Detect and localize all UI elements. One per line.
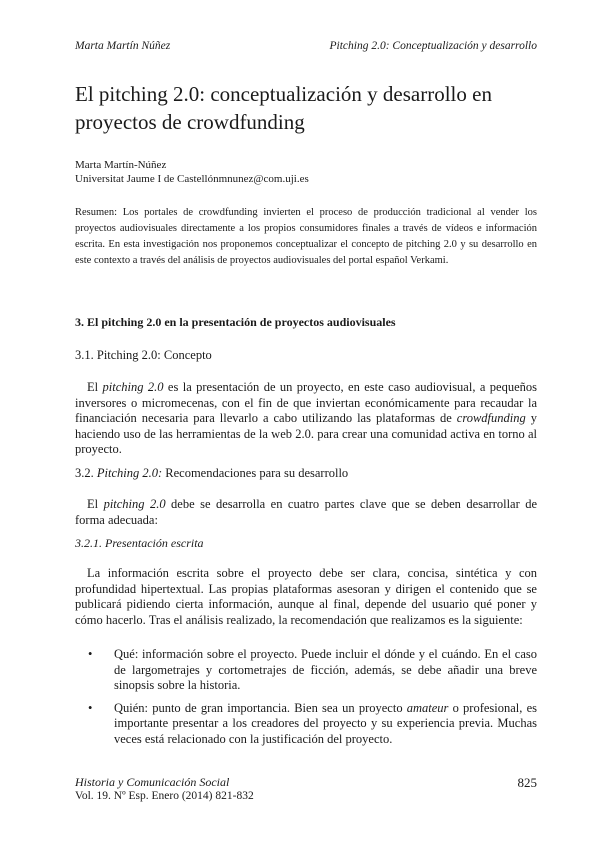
heading-number: 3.2. xyxy=(75,466,97,480)
text-run: o profesional, es importante presentar a los creadores del proyecto y su experiencia previa. Muchas veces está relacionado con la justificación del proyecto. xyxy=(114,700,537,746)
bullet-icon: • xyxy=(88,647,93,661)
author-block xyxy=(75,158,309,186)
paper-title: El pitching 2.0: conceptualización y desarrollo en proyectos de crowdfunding xyxy=(75,82,492,134)
list-item xyxy=(88,647,537,694)
page-number: 825 xyxy=(517,775,537,790)
abstract: Resumen: Los portales de crowdfunding invierten el proceso de producción tradicional al vender los proyectos audiovisuales directamente a los propios consumidores finales a través de vídeos e información escrita. En esta investigación nos proponemos conceptualizar el concepto de pitching 2.0 y su desarrollo en este contexto a través del análisis de proyectos audiovisuales del portal español Verkami. xyxy=(75,207,537,266)
list-item xyxy=(88,701,537,748)
section-3-1-heading: 3.1. Pitching 2.0: Concepto xyxy=(75,348,212,362)
list-item-text: Qué: información sobre el proyecto. Puede incluir el dónde y el cuándo. En el caso de largometrajes y cortometrajes de ficción, además, se debe añadir una breve sinopsis sobre la historia. xyxy=(114,647,537,693)
text-run: El xyxy=(87,497,104,511)
recommendation-list xyxy=(88,647,537,755)
text-run: Quién: punto de gran importancia. Bien sea un proyecto xyxy=(114,700,407,715)
text-run: El xyxy=(87,380,103,394)
section-3-2-1-heading: 3.2.1. Presentación escrita xyxy=(75,536,204,550)
section-3-2-heading xyxy=(75,466,537,481)
term-crowdfunding: crowdfunding xyxy=(456,411,526,426)
section-3-heading: 3. El pitching 2.0 en la presentación de proyectos audiovisuales xyxy=(75,315,396,329)
header-author: Marta Martín Núñez xyxy=(75,40,171,52)
author-affiliation: Universitat Jaume I de Castellónmnunez@com.uji.es xyxy=(75,173,309,185)
section-3-2-1-paragraph: La información escrita sobre el proyecto debe ser clara, concisa, sintética y con profundidad hipertextual. Las propias plataformas asesoran y dirigen el contenido que se publicará pidiendo cierta información, aunque al final, depende del usuario qué poner y cómo hacerlo. Tras el análisis realizado, la recomendación que realizamos es la siguiente: xyxy=(75,566,537,627)
page-footer xyxy=(75,775,537,802)
bullet-icon: • xyxy=(88,700,93,715)
running-header xyxy=(75,40,537,52)
text-run: debe se desarrolla en cuatro partes clave que se deben desarrollar de forma adecuada: xyxy=(75,497,538,527)
header-short-title: Pitching 2.0: Conceptualización y desarrollo xyxy=(329,40,537,52)
journal-info xyxy=(75,775,254,802)
term-amateur: amateur xyxy=(406,700,449,715)
text-run: es la presentación de un proyecto, en este caso audiovisual, a pequeños inversores o micromecenas, con el fin de que inviertan económicamente para recaudar la financiación necesaria para llevarlo a cabo utilizando las plataformas de xyxy=(75,380,538,426)
section-3-1-paragraph xyxy=(75,380,537,458)
term-pitching: pitching 2.0 xyxy=(102,380,164,394)
heading-rest: Recomendaciones para su desarrollo xyxy=(162,466,349,480)
journal-volume: Vol. 19. Nº Esp. Enero (2014) 821-832 xyxy=(75,790,254,802)
journal-name: Historia y Comunicación Social xyxy=(75,775,230,789)
text-run: y haciendo uso de las herramientas de la web 2.0. para crear una comunidad activa en torno al proyecto. xyxy=(75,411,537,457)
heading-term: Pitching 2.0: xyxy=(96,466,163,480)
author-name: Marta Martín-Núñez xyxy=(75,159,167,171)
section-3-2-paragraph xyxy=(75,497,537,528)
term-pitching: pitching 2.0 xyxy=(103,497,166,511)
